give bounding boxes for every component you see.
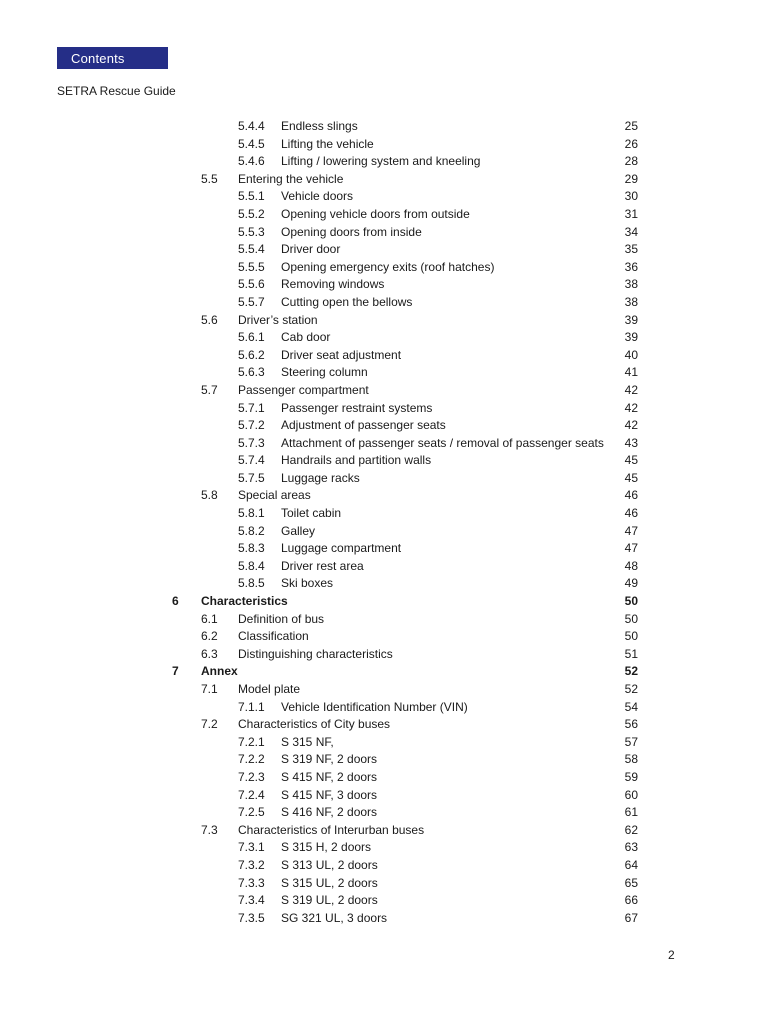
toc-entry [172, 383, 638, 401]
toc-entry-title: Attachment of passenger seats / removal of passenger seats [281, 435, 604, 450]
toc-entry-number: 5.8.5 [238, 576, 265, 591]
toc-entry-number: 5.7.4 [238, 453, 265, 468]
toc-entry-page: 48 [624, 558, 638, 573]
toc-entry [172, 471, 638, 489]
toc-entry [172, 154, 638, 172]
toc-entry-number: 7.1.1 [238, 699, 265, 714]
toc-entry [172, 823, 638, 841]
toc-entry-page: 45 [624, 470, 638, 485]
toc-entry-number: 7.2.3 [238, 769, 265, 784]
toc-entry [172, 488, 638, 506]
toc-entry [172, 805, 638, 823]
toc-entry [172, 401, 638, 419]
toc-entry-title: S 319 UL, 2 doors [281, 893, 378, 908]
toc-entry-title: Characteristics of Interurban buses [238, 822, 425, 837]
toc-entry-title: Removing windows [281, 277, 385, 292]
toc-entry-title: Cutting open the bellows [281, 294, 413, 309]
toc-entry-title: Characteristics of City buses [238, 717, 391, 732]
toc-entry-page: 54 [624, 699, 638, 714]
toc-entry-page: 25 [624, 119, 638, 133]
toc-entry-page: 58 [624, 752, 638, 767]
toc-entry-page: 50 [624, 594, 638, 609]
document-title: SETRA Rescue Guide [57, 84, 176, 98]
toc-entry-page: 63 [624, 840, 638, 855]
toc-entry-number: 7.2 [201, 717, 218, 732]
toc-entry-number: 5.5.4 [238, 242, 265, 257]
toc-entry-title: S 313 UL, 2 doors [281, 857, 378, 872]
toc-entry [172, 260, 638, 278]
toc-entry-title: Driver’s station [238, 312, 318, 327]
toc-entry-title: Cab door [281, 330, 331, 345]
toc-entry-title: Passenger compartment [238, 382, 369, 397]
toc-entry-title: Driver rest area [281, 558, 364, 573]
toc-entry [172, 295, 638, 313]
toc-entry [172, 453, 638, 471]
toc-entry-title: Characteristics [201, 594, 288, 609]
toc-entry-page: 29 [624, 171, 638, 186]
toc-entry [172, 770, 638, 788]
toc-entry [172, 682, 638, 700]
toc-entry-page: 56 [624, 717, 638, 732]
toc-entry [172, 225, 638, 243]
toc-entry-page: 38 [624, 294, 638, 309]
toc-entry [172, 119, 638, 137]
toc-entry-number: 5.4.6 [238, 154, 265, 169]
toc-entry-page: 39 [624, 312, 638, 327]
toc-entry-number: 5.5.2 [238, 206, 265, 221]
toc-list [172, 119, 638, 928]
toc-entry-number: 7.3.1 [238, 840, 265, 855]
toc-entry [172, 629, 638, 647]
toc-entry-page: 51 [624, 646, 638, 661]
toc-entry-title: Opening doors from inside [281, 224, 422, 239]
toc-entry [172, 788, 638, 806]
toc-entry-number: 5.8.1 [238, 506, 265, 521]
toc-entry [172, 313, 638, 331]
toc-entry [172, 207, 638, 225]
toc-entry [172, 242, 638, 260]
toc-entry-title: Endless slings [281, 119, 358, 133]
toc-entry-title: SG 321 UL, 3 doors [281, 910, 388, 925]
toc-entry-number: 5.6 [201, 312, 218, 327]
toc-entry-number: 5.7.1 [238, 400, 265, 415]
toc-entry-number: 5.4.4 [238, 119, 265, 133]
toc-entry [172, 189, 638, 207]
toc-entry-page: 47 [624, 541, 638, 556]
toc-entry-number: 7.1 [201, 682, 218, 696]
toc-entry-title: Opening vehicle doors from outside [281, 206, 470, 221]
toc-entry-title: Opening emergency exits (roof hatches) [281, 259, 495, 274]
toc-entry-title: S 315 NF, [281, 734, 334, 749]
toc-entry-page: 43 [624, 435, 638, 450]
toc-entry-number: 7.2.5 [238, 805, 265, 820]
toc-entry-title: Luggage racks [281, 470, 360, 485]
toc-entry-number: 5.8.4 [238, 558, 265, 573]
toc-entry-number: 5.5 [201, 171, 218, 186]
toc-entry [172, 735, 638, 753]
toc-entry-page: 46 [624, 488, 638, 503]
toc-entry-title: Passenger restraint systems [281, 400, 433, 415]
toc-entry-page: 40 [624, 347, 638, 362]
toc-entry-number: 5.5.3 [238, 224, 265, 239]
toc-entry-page: 60 [624, 787, 638, 802]
toc-entry [172, 559, 638, 577]
toc-entry-page: 39 [624, 330, 638, 345]
toc-entry-title: Ski boxes [281, 576, 334, 591]
toc-entry-number: 5.5.5 [238, 259, 265, 274]
toc-entry-number: 7.3.5 [238, 910, 265, 925]
toc-entry-page: 46 [624, 506, 638, 521]
toc-entry-page: 59 [624, 769, 638, 784]
toc-entry-title: Handrails and partition walls [281, 453, 432, 468]
page-number: 2 [668, 948, 675, 962]
toc-entry [172, 576, 638, 594]
toc-entry [172, 858, 638, 876]
toc-entry-page: 52 [624, 664, 638, 679]
toc-entry-number: 5.7 [201, 382, 218, 397]
toc-entry-number: 7.2.1 [238, 734, 265, 749]
toc-entry-page: 52 [624, 682, 638, 696]
toc-entry-page: 28 [624, 154, 638, 169]
toc-entry-page: 34 [624, 224, 638, 239]
contents-heading-label: Contents [71, 50, 125, 66]
toc-entry-number: 7.3.4 [238, 893, 265, 908]
toc-entry-title: Special areas [238, 488, 311, 503]
toc-entry-title: S 415 NF, 3 doors [281, 787, 378, 802]
toc-entry [172, 700, 638, 718]
toc-entry [172, 524, 638, 542]
toc-entry-page: 35 [624, 242, 638, 257]
toc-entry-page: 62 [624, 822, 638, 837]
toc-entry-title: Classification [238, 629, 309, 644]
toc-entry-page: 61 [624, 805, 638, 820]
toc-entry-page: 50 [624, 611, 638, 626]
toc-entry [172, 911, 638, 929]
toc-entry-title: Vehicle doors [281, 189, 354, 204]
toc-entry-title: Vehicle Identification Number (VIN) [281, 699, 468, 714]
toc-entry-number: 5.5.6 [238, 277, 265, 292]
toc-entry-title: S 315 H, 2 doors [281, 840, 372, 855]
toc-entry-title: Definition of bus [238, 611, 325, 626]
toc-entry-page: 50 [624, 629, 638, 644]
toc-entry [172, 612, 638, 630]
toc-entry-title: S 416 NF, 2 doors [281, 805, 378, 820]
toc-entry [172, 840, 638, 858]
toc-entry-number: 6 [172, 594, 179, 609]
toc-entry-page: 38 [624, 277, 638, 292]
toc-entry-number: 5.5.7 [238, 294, 265, 309]
toc-entry [172, 172, 638, 190]
toc-entry-number: 6.1 [201, 611, 218, 626]
toc-entry-page: 49 [624, 576, 638, 591]
toc-entry [172, 330, 638, 348]
toc-entry-page: 67 [624, 910, 638, 925]
toc-entry [172, 506, 638, 524]
toc-entry-number: 5.7.3 [238, 435, 265, 450]
toc-entry-title: S 415 NF, 2 doors [281, 769, 378, 784]
toc-entry-page: 47 [624, 523, 638, 538]
toc-entry-page: 42 [624, 400, 638, 415]
toc-entry-title: S 315 UL, 2 doors [281, 875, 378, 890]
toc-entry-page: 66 [624, 893, 638, 908]
toc-entry-title: Entering the vehicle [238, 171, 344, 186]
toc-entry-number: 5.6.3 [238, 365, 265, 380]
toc-entry [172, 277, 638, 295]
toc-entry [172, 717, 638, 735]
toc-entry-title: Luggage compartment [281, 541, 402, 556]
toc-entry [172, 541, 638, 559]
toc-entry-number: 7.3.2 [238, 857, 265, 872]
toc-entry [172, 594, 638, 612]
toc-entry-number: 6.2 [201, 629, 218, 644]
toc-entry-number: 5.5.1 [238, 189, 265, 204]
toc-entry [172, 752, 638, 770]
toc-entry-number: 5.7.2 [238, 418, 265, 433]
toc-entry [172, 876, 638, 894]
toc-entry [172, 137, 638, 155]
toc-entry-title: Galley [281, 523, 316, 538]
toc-entry [172, 664, 638, 682]
toc-entry-number: 5.6.2 [238, 347, 265, 362]
toc-entry-title: Steering column [281, 365, 368, 380]
toc-entry-page: 45 [624, 453, 638, 468]
toc-entry-page: 26 [624, 136, 638, 151]
toc-entry-page: 64 [624, 857, 638, 872]
toc-entry-number: 6.3 [201, 646, 218, 661]
toc-entry-title: Adjustment of passenger seats [281, 418, 446, 433]
toc-entry [172, 365, 638, 383]
toc-entry-title: Annex [201, 664, 238, 679]
toc-entry-page: 42 [624, 382, 638, 397]
toc-entry-page: 42 [624, 418, 638, 433]
toc-entry-page: 65 [624, 875, 638, 890]
toc-entry-title: Distinguishing characteristics [238, 646, 393, 661]
toc-entry-title: Toilet cabin [281, 506, 342, 521]
toc-entry-page: 57 [624, 734, 638, 749]
toc-entry-number: 5.7.5 [238, 470, 265, 485]
toc-entry [172, 418, 638, 436]
toc-entry [172, 348, 638, 366]
contents-heading-badge [57, 47, 168, 69]
toc-entry-title: Model plate [238, 682, 301, 696]
toc-entry-number: 5.8 [201, 488, 218, 503]
toc-entry-number: 7.2.2 [238, 752, 265, 767]
toc-entry-number: 7 [172, 664, 179, 679]
toc-entry-page: 41 [624, 365, 638, 380]
toc-entry-number: 7.2.4 [238, 787, 265, 802]
toc-entry-number: 7.3.3 [238, 875, 265, 890]
toc-entry-title: Lifting the vehicle [281, 136, 374, 151]
toc-entry-number: 7.3 [201, 822, 218, 837]
toc-entry-title: S 319 NF, 2 doors [281, 752, 378, 767]
toc-entry-title: Driver door [281, 242, 341, 257]
toc-entry [172, 436, 638, 454]
toc-entry-number: 5.6.1 [238, 330, 265, 345]
toc-entry-number: 5.8.2 [238, 523, 265, 538]
toc-entry [172, 893, 638, 911]
toc-entry-page: 31 [624, 206, 638, 221]
toc-entry-title: Driver seat adjustment [281, 347, 402, 362]
toc-entry-title: Lifting / lowering system and kneeling [281, 154, 481, 169]
toc-entry-number: 5.8.3 [238, 541, 265, 556]
toc-entry [172, 647, 638, 665]
toc-entry-page: 30 [624, 189, 638, 204]
toc-entry-number: 5.4.5 [238, 136, 265, 151]
toc-entry-page: 36 [624, 259, 638, 274]
